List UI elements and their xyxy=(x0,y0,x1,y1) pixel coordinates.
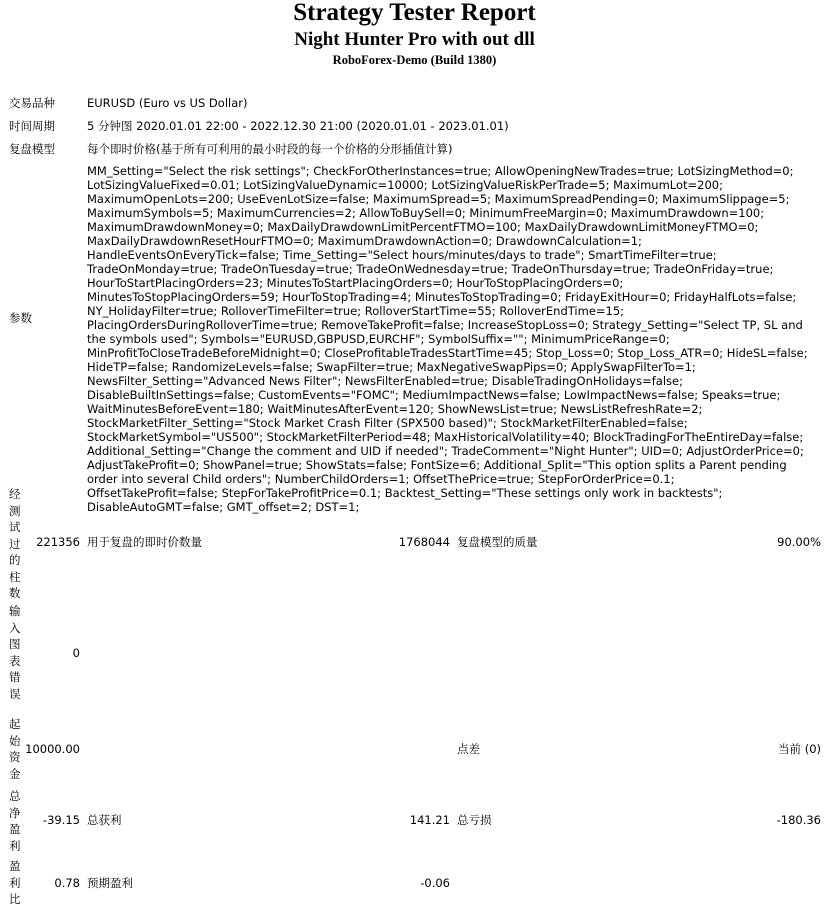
expected-payoff-label: 预期盈利 xyxy=(87,876,133,890)
model-label: 复盘模型 xyxy=(9,142,55,156)
profit-factor-label: 盈利比 xyxy=(9,859,21,906)
report-title: Strategy Tester Report xyxy=(293,0,536,26)
quality-label: 复盘模型的质量 xyxy=(457,535,538,549)
gross-profit-label: 总获利 xyxy=(87,813,122,827)
ticks-value: 1768044 xyxy=(398,535,450,549)
deposit-value: 10000.00 xyxy=(25,742,80,756)
bars-label: 经测试过的柱数 xyxy=(9,487,21,600)
gross-profit-value: 141.21 xyxy=(409,813,450,827)
expected-payoff-value: -0.06 xyxy=(420,876,450,890)
symbol-value: EURUSD (Euro vs US Dollar) xyxy=(87,96,248,110)
gross-loss-value: -180.36 xyxy=(776,813,821,827)
net-profit-label: 总净盈利 xyxy=(9,789,21,853)
model-value: 每个即时价格(基于所有可利用的最小时段的每一个价格的分形插值计算) xyxy=(87,142,453,156)
bars-value: 221356 xyxy=(36,535,80,549)
params-value: MM_Setting="Select the risk settings"; CheckForOtherInstances=true; AllowOpeningNewTrades=true; LotSizingMethod=0; LotSizingValueFixed=0.01; LotSizingValueDynamic=10000; LotSizingValueRiskPerTrade=5; MaximumLot=200; MaximumOpenLots=200; UseEvenLotSize=false; MaximumSpread=5; MaximumSpreadPending=0; MaximumSlippage=5; MaximumSymbols=5; MaximumCurrencies=2; AllowToBuySell=0; MinimumFreeMargin=0; MaximumDrawdown=100; MaximumDrawdownMoney=0; MaxDailyDrawdownLimitPercentFTMO=100; MaxDailyDrawdownLimitMoneyFTMO=0; MaxDailyDrawdownResetHourFTMO=0; MaximumDrawdownAction=0; DrawdownCalculation=1; HandleEventsOnEveryTick=false; Time_Setting="Select hours/minutes/days to trade"; SmartTimeFilter=true; TradeOnMonday=true; TradeOnTuesday=true; TradeOnWednesday=true; TradeOnThursday=true; TradeOnFriday=true; HourToStartPlacingOrders=23; MinutesToStartPlacingOrders=0; HourToStopPlacingOrders=0; MinutesToStopPlacingOrders=59; HourToStopTrading=4; MinutesToStopTrading=0; FridayExitHour=0; FridayHalfLots=false; NY_HolidayFilter=true; RolloverTimeFilter=true; RolloverStartTime=55; RolloverEndTime=15; PlacingOrdersDuringRolloverTime=true; RemoveTakeProfit=false; IncreaseStopLoss=0; Strategy_Setting="Select TP, SL and the symbols used"; Symbols="EURUSD,GBPUSD,EURCHF"; SymbolSuffix=""; MinimumPriceRange=0; MinProfitToCloseTradeBeforeMidnight=0; CloseProfitableTradesStartTime=45; Stop_Loss=0; Stop_Loss_ATR=0; HideSL=false; HideTP=false; RandomizeLevels=false; SwapFilter=true; MaxNegativeSwapPips=0; ApplySwapFilterTo=1; NewsFilter_Setting="Advanced News Filter"; NewsFilterEnabled=true; DisableTradingOnHolidays=false; DisableBuiltInSettings=false; CustomEvents="FOMC"; MediumImpactNews=false; LowImpactNews=false; Speaks=true; WaitMinutesBeforeEvent=180; WaitMinutesAfterEvent=120; ShowNewsList=true; NewsListRefreshRate=2; StockMarketFilter_Setting="Stock Market Crash Filter (SPX500 based)"; StockMarketFilterEnabled=false; StockMarketSymbol="US500"; StockMarketFilterPeriod=48; MaxHistoricalVolatility=40; BlockTradingForTheEntireDay=false; Additional_Setting="Change the comment and UID if needed"; TradeComment="Night Hunter"; UID=0; AdjustOrderPrice=0; AdjustTakeProfit=0; ShowPanel=true; ShowStats=false; FontSize=6; Additional_Split="This option splits a Parent pending order into several Child orders"; NumberChildOrders=1; OffsetThePrice=true; StepForOrderPrice=0.1; OffsetTakeProfit=false; StepForTakeProfitPrice=0.1; Backtest_Setting="These settings only work in backtests"; DisableAutoGMT=false; GMT_offset=2; DST=1; xyxy=(87,164,808,514)
gross-loss-label: 总亏损 xyxy=(457,813,492,827)
period-value: 5 分钟图 2020.01.01 22:00 - 2022.12.30 21:00 (2020.01.01 - 2023.01.01) xyxy=(87,119,509,133)
errors-value: 0 xyxy=(72,646,80,660)
params-label: 参数 xyxy=(9,311,32,325)
net-profit-value: -39.15 xyxy=(42,813,80,827)
symbol-label: 交易品种 xyxy=(9,96,55,110)
quality-value: 90.00% xyxy=(777,535,821,549)
ticks-label: 用于复盘的即时价数量 xyxy=(87,535,202,549)
period-label: 时间周期 xyxy=(9,119,55,133)
report-broker: RoboForex-Demo (Build 1380) xyxy=(332,53,497,67)
profit-factor-value: 0.78 xyxy=(54,876,80,890)
report-subtitle: Night Hunter Pro with out dll xyxy=(294,29,535,50)
spread-label: 点差 xyxy=(457,742,480,756)
spread-value: 当前 (0) xyxy=(778,742,821,756)
errors-label: 输入图表错误 xyxy=(9,604,21,701)
deposit-label: 起始资金 xyxy=(9,717,21,781)
